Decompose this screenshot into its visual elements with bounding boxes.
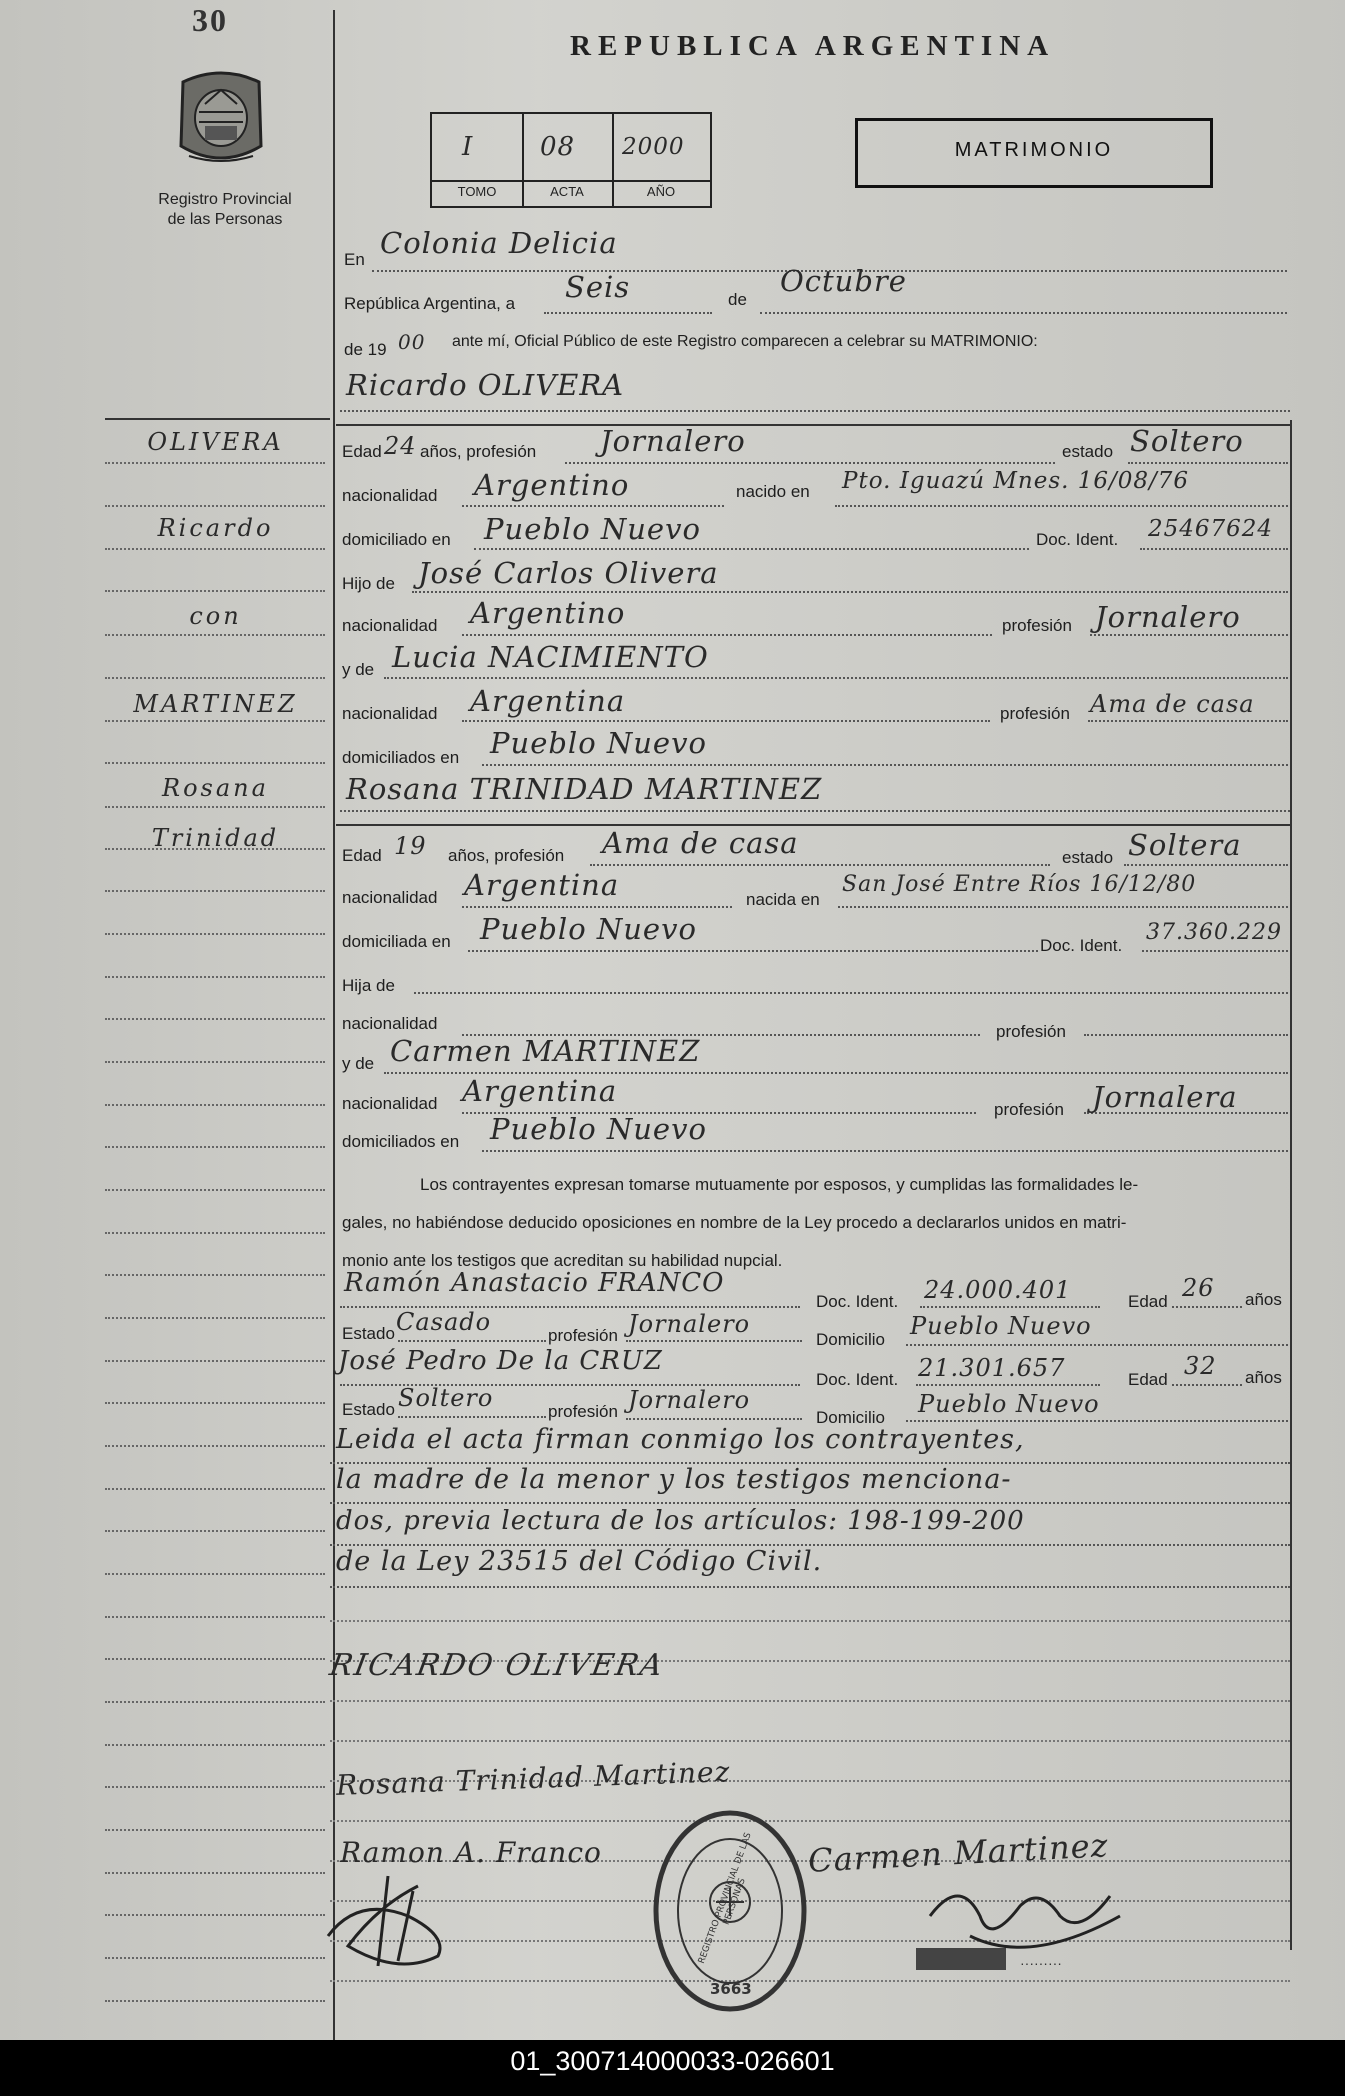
bride-estado-label: estado [1062, 848, 1114, 867]
tomo-value: I [462, 132, 474, 162]
acta-label: ACTA [550, 184, 584, 199]
bride-signature: Rosana Trinidad Martinez [335, 1755, 731, 1802]
groom-nacido-label: nacido en [736, 482, 810, 501]
groom-doms-label: domiciliados en [342, 748, 460, 767]
svg-text:·········: ········· [1020, 1955, 1062, 1971]
margin-name-5: Rosana [162, 774, 269, 802]
groom-madre-nac: Argentina [470, 684, 626, 718]
witness1-edad: 26 [1182, 1274, 1215, 1302]
margin-rule [333, 10, 335, 2040]
groom-nacionalidad: Argentino [474, 468, 630, 502]
groom-dom-label: domiciliado en [342, 530, 451, 549]
groom-nac-label: nacionalidad [342, 486, 438, 505]
groom-madre: Lucia NACIMIENTO [392, 640, 709, 674]
bride-madre-prof: Jornalera [1092, 1080, 1238, 1114]
bride-doc: 37.360.229 [1146, 920, 1282, 945]
bride-estado: Soltera [1128, 828, 1242, 862]
bride-doms-label: domiciliados en [342, 1132, 460, 1151]
en-label: En [344, 250, 365, 269]
place-value: Colonia Delicia [380, 226, 618, 260]
intro-phrase: ante mí, Oficial Público de este Registro comparecen a celebrar su MATRIMONIO: [452, 333, 1038, 350]
bride-hija-label: Hija de [342, 976, 395, 995]
bride-madre-prof-label: profesión [994, 1100, 1064, 1119]
witness1-prof-label: profesión [548, 1326, 618, 1345]
bride-yde-label: y de [342, 1054, 375, 1073]
notes-line2: la madre de la menor y los testigos menciona- [336, 1464, 1012, 1495]
groom-doc: 25467624 [1148, 516, 1274, 542]
witness1-estado: Casado [396, 1308, 492, 1336]
groom-padre-nac: Argentino [470, 596, 626, 630]
bride-anos-label: años, profesión [448, 846, 565, 865]
groom-madre-prof: Ama de casa [1090, 690, 1255, 718]
margin-name-2: Ricardo [157, 514, 274, 542]
declaration-line3: monio ante los testigos que acreditan su habilidad nupcial. [342, 1251, 783, 1270]
groom-doc-label: Doc. Ident. [1036, 530, 1119, 549]
stamp-text: REGISTRO PROVINCIAL DE LAS PERSONAS [696, 1831, 754, 1966]
groom-name: Ricardo OLIVERA [346, 368, 625, 402]
margin-name-4: MARTINEZ [133, 690, 298, 718]
witness2-edad: 32 [1184, 1352, 1217, 1380]
groom-padre-prof: Jornalero [1095, 600, 1241, 634]
witness1-domicilio: Pueblo Nuevo [910, 1312, 1092, 1340]
witness2-estado-label: Estado [342, 1400, 395, 1419]
bride-nac-label: nacionalidad [342, 888, 438, 907]
groom-edad: 24 [384, 432, 417, 460]
bride-domicilio: Pueblo Nuevo [480, 912, 697, 946]
groom-estado-label: estado [1062, 442, 1114, 461]
right-edge-rule [1290, 420, 1292, 1950]
page-number: 30 [192, 2, 228, 38]
bride-madre-nac: Argentina [462, 1074, 618, 1108]
margin-name-6: Trinidad [151, 824, 280, 852]
bride-dom-label: domiciliada en [342, 932, 451, 951]
witness-signature: Ramon A. Franco [340, 1836, 602, 1869]
witness2-dom-label: Domicilio [816, 1408, 885, 1427]
registry-line2: de las Personas [167, 211, 283, 228]
acta-value: 08 [540, 132, 576, 162]
matrimonio-label: MATRIMONIO [954, 139, 1114, 161]
ano-label: AÑO [646, 184, 676, 199]
groom-domicilio: Pueblo Nuevo [484, 512, 701, 546]
witness1-doc: 24.000.401 [924, 1276, 1072, 1304]
republica-label: República Argentina, a [344, 294, 516, 313]
notes-line3: dos, previa lectura de los artículos: 198-199-200 [336, 1506, 1025, 1536]
witness2-signature-mark [318, 1866, 468, 1981]
margin-name-3: con [189, 602, 242, 630]
de-label: de [728, 290, 747, 309]
officer-signature-mark [910, 1856, 1150, 1991]
registry-line1: Registro Provincial [158, 191, 292, 208]
bride-nacida-label: nacida en [746, 890, 820, 909]
groom-estado: Soltero [1130, 424, 1244, 458]
bride-padres-dom: Pueblo Nuevo [490, 1112, 707, 1146]
witness1-dom-label: Domicilio [816, 1330, 885, 1349]
witness2-edad-label: Edad [1128, 1370, 1168, 1389]
bride-edad: 19 [394, 832, 427, 860]
groom-edad-label: Edad [342, 442, 382, 461]
witness2-anos-label: años [1245, 1368, 1282, 1387]
witness2-profesion: Jornalero [628, 1386, 751, 1414]
country-title: REPUBLICA ARGENTINA [570, 30, 1056, 62]
groom-profesion: Jornalero [600, 424, 746, 458]
groom-padre-prof-label: profesión [1002, 616, 1072, 635]
bride-padre-prof-label: profesión [996, 1022, 1066, 1041]
groom-madre-nac-label: nacionalidad [342, 704, 438, 723]
declaration-line1: Los contrayentes expresan tomarse mutuamente por esposos, y cumplidas las formalidades le- [420, 1175, 1139, 1194]
de19-label: de 19 [344, 340, 387, 359]
witness2-doc: 21.301.657 [918, 1354, 1066, 1382]
mother-signature: Carmen Martinez [807, 1826, 1110, 1880]
witness2-doc-label: Doc. Ident. [816, 1370, 899, 1389]
bride-madre: Carmen MARTINEZ [390, 1034, 701, 1068]
witness1-name: Ramón Anastacio FRANCO [344, 1268, 725, 1298]
bride-profesion: Ama de casa [602, 826, 799, 860]
stamp-number: 3663 [710, 1980, 752, 1998]
declaration-line2: gales, no habiéndose deducido oposiciones en nombre de la Ley procedo a declararlos unidos en matri- [342, 1213, 1127, 1232]
groom-nacido: Pto. Iguazú Mnes. 16/08/76 [842, 468, 1190, 494]
bride-padre-nac-label: nacionalidad [342, 1014, 438, 1033]
footer-id: 01_300714000033-026601 [510, 2046, 835, 2076]
groom-hijo-label: Hijo de [342, 574, 395, 593]
bride-nacida: San José Entre Ríos 16/12/80 [842, 872, 1197, 897]
margin-name-1: OLIVERA [147, 428, 284, 456]
notes-line4: de la Ley 23515 del Código Civil. [336, 1546, 823, 1577]
groom-madre-prof-label: profesión [1000, 704, 1070, 723]
groom-yde-label: y de [342, 660, 375, 679]
tomo-label: TOMO [457, 184, 497, 199]
day-value: Seis [565, 270, 631, 304]
notes-line1: Leida el acta firman conmigo los contrayentes, [336, 1424, 1025, 1455]
witness1-anos-label: años [1245, 1290, 1282, 1309]
witness1-estado-label: Estado [342, 1324, 395, 1343]
groom-padres-dom: Pueblo Nuevo [490, 726, 707, 760]
witness1-edad-label: Edad [1128, 1292, 1168, 1311]
bride-doc-label: Doc. Ident. [1040, 936, 1123, 955]
witness1-doc-label: Doc. Ident. [816, 1292, 899, 1311]
groom-anos-label: años, profesión [420, 442, 537, 461]
witness2-prof-label: profesión [548, 1402, 618, 1421]
year-suffix: 00 [398, 330, 426, 354]
witness2-domicilio: Pueblo Nuevo [918, 1390, 1100, 1418]
groom-padre-nac-label: nacionalidad [342, 616, 438, 635]
matrimonio-box [855, 118, 1213, 188]
bride-nacionalidad: Argentina [464, 868, 620, 902]
bride-name: Rosana TRINIDAD MARTINEZ [346, 772, 823, 806]
month-value: Octubre [780, 264, 907, 298]
ano-value: 2000 [622, 134, 685, 160]
witness2-name: José Pedro De la CRUZ [338, 1346, 663, 1376]
record-box [430, 112, 712, 208]
bride-edad-label: Edad [342, 846, 382, 865]
bride-madre-nac-label: nacionalidad [342, 1094, 438, 1113]
groom-padre: José Carlos Olivera [418, 556, 719, 590]
provincial-emblem-icon [175, 60, 267, 177]
witness1-profesion: Jornalero [628, 1310, 751, 1338]
groom-signature: RICARDO OLIVERA [326, 1648, 668, 1683]
witness2-estado: Soltero [398, 1384, 494, 1412]
registry-name [130, 190, 320, 230]
